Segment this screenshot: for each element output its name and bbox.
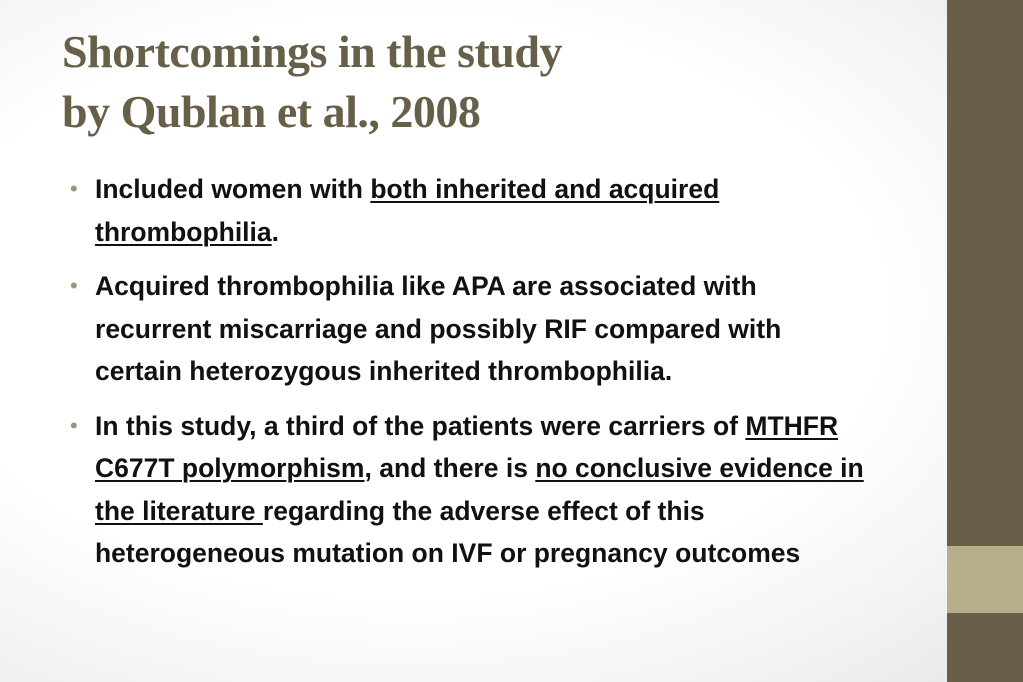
bullet-item-3 [70,405,870,575]
bullet-3-text-a: In this study, a third of the patients were carriers of [95,410,746,441]
slide-title [62,22,922,142]
bullet-item-2 [70,265,870,393]
sidebar-accent-band [947,546,1023,613]
bullet-list [70,168,870,587]
bullet-3-text-c: regarding the adverse effect of this heterogeneous mutation on IVF or pregnancy outcomes [95,495,801,568]
bullet-2-text: Acquired thrombophilia like APA are associated with recurrent miscarriage and possibly RIF compared with certain heterozygous inherited thrombophilia. [95,271,782,386]
bullet-dot-icon: • [70,273,78,298]
bullet-dot-icon: • [70,176,78,201]
bullet-3-underlined-a: MTHFR C677T polymorphism [95,410,839,483]
bullet-3-underlined-b: no conclusive evidence in the literature [95,453,864,526]
bullet-dot-icon: • [70,412,78,438]
slide-title-line-2: by Qublan et al., 2008 [62,86,481,137]
bullet-item-1 [70,168,870,253]
bullet-1-text: Included women with [95,174,371,204]
bullet-3-text-b: , and there is [364,453,536,483]
bullet-1-end: . [271,216,280,247]
slide-title-line-1: Shortcomings in the study [62,26,562,77]
bullet-1-underlined: both inherited and acquired thrombophilia [95,174,720,247]
